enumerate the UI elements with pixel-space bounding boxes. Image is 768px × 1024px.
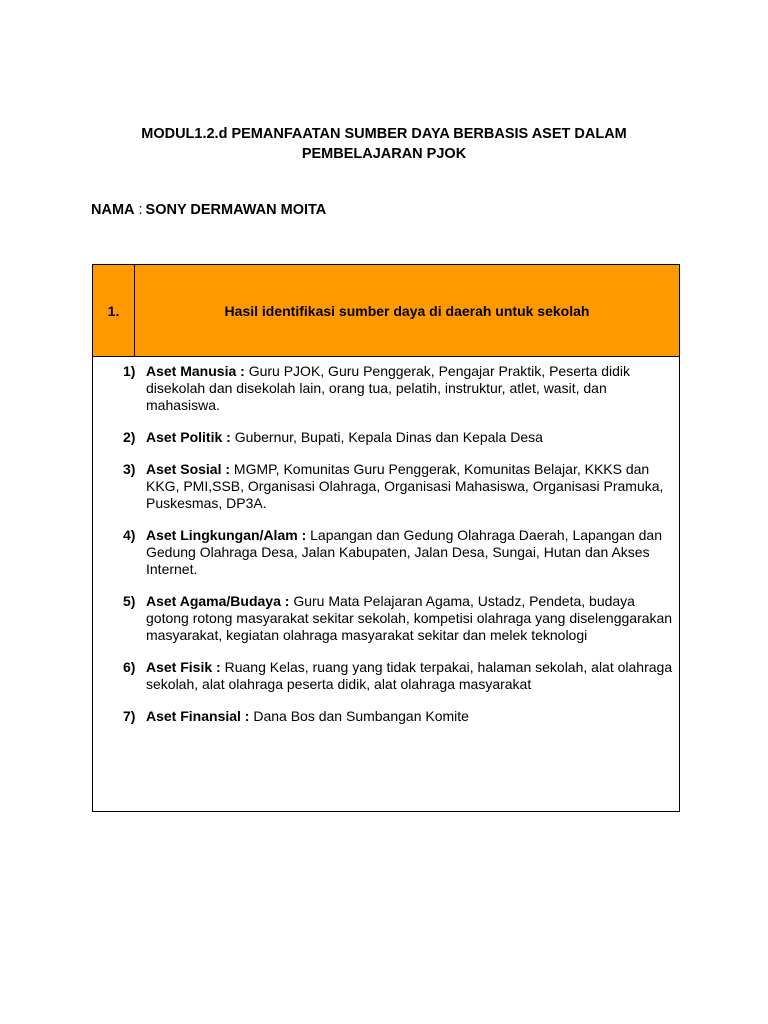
- list-item: [93, 708, 679, 725]
- list-item-text: Guru Mata Pelajaran Agama, Ustadz, Pendeta, budaya gotong rotong masyarakat sekitar sekolah, kompetisi olahraga yang diselenggarakan masyarakat, kegiatan olahraga masyarakat sekitar dan melek teknologi: [146, 593, 673, 643]
- document-title-line-1: MODUL1.2.d PEMANFAATAN SUMBER DAYA BERBASIS ASET DALAM: [141, 126, 627, 142]
- list-item-number: 6): [123, 659, 136, 675]
- table-header-title: Hasil identifikasi sumber daya di daerah untuk sekolah: [224, 302, 590, 319]
- list-item-number: 1): [123, 363, 136, 379]
- list-item: [93, 659, 679, 693]
- list-item-number: 5): [123, 593, 136, 609]
- name-line: [91, 200, 326, 220]
- list-item-text: Ruang Kelas, ruang yang tidak terpakai, halaman sekolah, alat olahraga sekolah, alat olahraga peserta didik, alat olahraga masyarakat: [146, 659, 673, 692]
- list-item-text: Lapangan dan Gedung Olahraga Daerah, Lapangan dan Gedung Olahraga Desa, Jalan Kabupaten, Jalan Desa, Sungai, Hutan dan Akses Internet.: [146, 527, 662, 577]
- list-item-label: Aset Lingkungan/Alam :: [146, 527, 307, 543]
- list-item: [93, 461, 679, 512]
- table-header-row: [93, 265, 679, 357]
- document-title-line-2: PEMBELAJARAN PJOK: [301, 146, 467, 162]
- list-item-number: 2): [123, 429, 136, 445]
- list-item-label: Aset Finansial :: [146, 708, 250, 724]
- list-item: [93, 593, 679, 644]
- list-item-text: Dana Bos dan Sumbangan Komite: [253, 708, 469, 724]
- list-item-label: Aset Agama/Budaya :: [146, 593, 290, 609]
- list-item-label: Aset Manusia :: [146, 363, 245, 379]
- list-item-text: MGMP, Komunitas Guru Penggerak, Komunitas Belajar, KKKS dan KKG, PMI,SSB, Organisasi Olahraga, Organisasi Mahasiswa, Organisasi Pramuka, Puskesmas, DP3A.: [146, 461, 664, 511]
- asset-table: [92, 264, 680, 812]
- list-item-number: 4): [123, 527, 136, 543]
- list-item-text: Gubernur, Bupati, Kepala Dinas dan Kepala Desa: [234, 429, 543, 445]
- name-colon: :: [138, 202, 143, 218]
- list-item: [93, 527, 679, 578]
- name-label: NAMA: [91, 202, 135, 218]
- list-item: [93, 363, 679, 414]
- table-body-row: [93, 357, 679, 811]
- list-item-number: 3): [123, 461, 136, 477]
- list-item-label: Aset Politik :: [146, 429, 231, 445]
- list-item-text: Guru PJOK, Guru Penggerak, Pengajar Praktik, Peserta didik disekolah dan disekolah lain, orang tua, pelatih, instruktur, atlet, wasit, dan mahasiswa.: [146, 363, 630, 413]
- asset-list: [93, 363, 679, 740]
- list-item: [93, 429, 679, 446]
- list-item-label: Aset Sosial :: [146, 461, 231, 477]
- document-title: [84, 124, 684, 164]
- table-header-number: 1.: [93, 265, 135, 356]
- list-item-label: Aset Fisik :: [146, 659, 221, 675]
- name-value: SONY DERMAWAN MOITA: [145, 202, 327, 218]
- list-item-number: 7): [123, 708, 136, 724]
